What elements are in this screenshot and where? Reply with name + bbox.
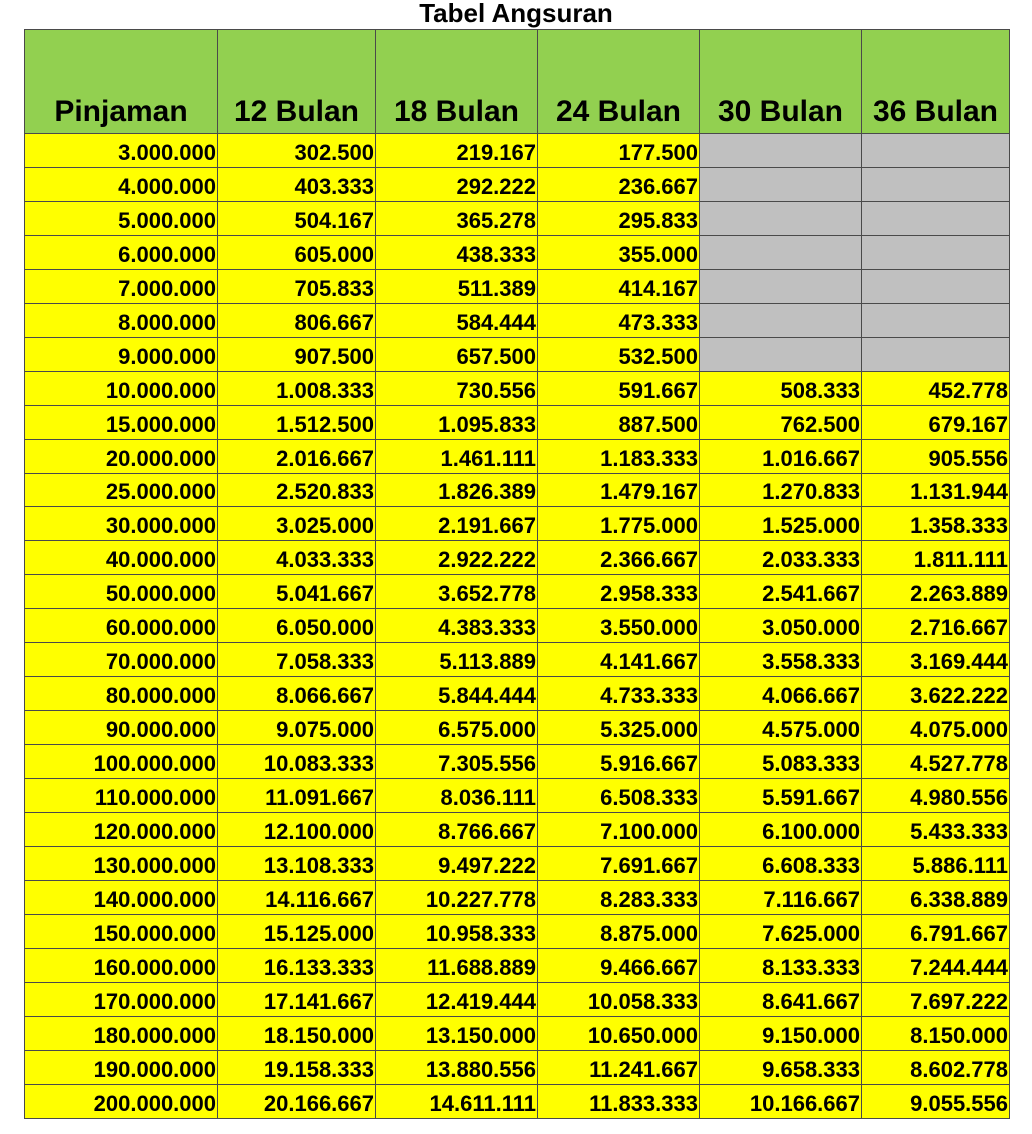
empty-cell — [862, 303, 1010, 337]
pinjaman-cell: 170.000.000 — [25, 982, 218, 1016]
header-row — [25, 30, 1010, 134]
bulan-18-cell: 1.095.833 — [376, 405, 538, 439]
bulan-12-cell: 1.512.500 — [218, 405, 376, 439]
bulan-24-cell: 295.833 — [538, 201, 700, 235]
table-row — [25, 745, 1010, 779]
bulan-18-cell: 292.222 — [376, 167, 538, 201]
pinjaman-cell: 90.000.000 — [25, 711, 218, 745]
pinjaman-cell: 3.000.000 — [25, 134, 218, 168]
bulan-30-cell: 9.658.333 — [700, 1050, 862, 1084]
pinjaman-cell: 10.000.000 — [25, 371, 218, 405]
table-row — [25, 609, 1010, 643]
bulan-18-cell: 7.305.556 — [376, 745, 538, 779]
bulan-24-cell: 8.875.000 — [538, 914, 700, 948]
bulan-24-cell: 887.500 — [538, 405, 700, 439]
table-row — [25, 507, 1010, 541]
table-row — [25, 439, 1010, 473]
bulan-18-cell: 13.150.000 — [376, 1016, 538, 1050]
bulan-30-cell: 2.541.667 — [700, 575, 862, 609]
bulan-12-cell: 504.167 — [218, 201, 376, 235]
bulan-12-cell: 17.141.667 — [218, 982, 376, 1016]
bulan-12-cell: 907.500 — [218, 337, 376, 371]
bulan-24-cell: 7.691.667 — [538, 847, 700, 881]
table-row — [25, 813, 1010, 847]
table-row — [25, 235, 1010, 269]
bulan-30-cell: 10.166.667 — [700, 1084, 862, 1118]
bulan-30-cell: 9.150.000 — [700, 1016, 862, 1050]
bulan-18-cell: 6.575.000 — [376, 711, 538, 745]
bulan-24-cell: 1.479.167 — [538, 473, 700, 507]
empty-cell — [700, 167, 862, 201]
bulan-24-cell: 473.333 — [538, 303, 700, 337]
bulan-18-cell: 12.419.444 — [376, 982, 538, 1016]
empty-cell — [862, 134, 1010, 168]
bulan-36-cell: 1.811.111 — [862, 541, 1010, 575]
bulan-36-cell: 2.263.889 — [862, 575, 1010, 609]
bulan-18-cell: 584.444 — [376, 303, 538, 337]
bulan-12-cell: 10.083.333 — [218, 745, 376, 779]
table-row — [25, 201, 1010, 235]
bulan-24-cell: 532.500 — [538, 337, 700, 371]
pinjaman-cell: 4.000.000 — [25, 167, 218, 201]
bulan-36-cell: 452.778 — [862, 371, 1010, 405]
bulan-36-cell: 4.980.556 — [862, 779, 1010, 813]
bulan-18-cell: 730.556 — [376, 371, 538, 405]
pinjaman-cell: 20.000.000 — [25, 439, 218, 473]
bulan-18-cell: 511.389 — [376, 269, 538, 303]
bulan-12-cell: 2.520.833 — [218, 473, 376, 507]
bulan-18-cell: 10.227.778 — [376, 880, 538, 914]
pinjaman-cell: 15.000.000 — [25, 405, 218, 439]
empty-cell — [700, 303, 862, 337]
bulan-24-cell: 236.667 — [538, 167, 700, 201]
bulan-12-cell: 3.025.000 — [218, 507, 376, 541]
bulan-36-cell: 7.697.222 — [862, 982, 1010, 1016]
pinjaman-cell: 9.000.000 — [25, 337, 218, 371]
pinjaman-cell: 190.000.000 — [25, 1050, 218, 1084]
table-row — [25, 303, 1010, 337]
pinjaman-cell: 80.000.000 — [25, 677, 218, 711]
bulan-24-cell: 4.141.667 — [538, 643, 700, 677]
table-row — [25, 847, 1010, 881]
bulan-36-cell: 6.791.667 — [862, 914, 1010, 948]
bulan-18-cell: 2.922.222 — [376, 541, 538, 575]
table-row — [25, 982, 1010, 1016]
pinjaman-cell: 200.000.000 — [25, 1084, 218, 1118]
bulan-30-cell: 6.608.333 — [700, 847, 862, 881]
bulan-24-cell: 8.283.333 — [538, 880, 700, 914]
bulan-30-cell: 1.270.833 — [700, 473, 862, 507]
bulan-30-cell: 2.033.333 — [700, 541, 862, 575]
pinjaman-cell: 140.000.000 — [25, 880, 218, 914]
bulan-36-cell: 7.244.444 — [862, 948, 1010, 982]
bulan-24-cell: 10.058.333 — [538, 982, 700, 1016]
bulan-30-cell: 508.333 — [700, 371, 862, 405]
bulan-18-cell: 11.688.889 — [376, 948, 538, 982]
table-row — [25, 1016, 1010, 1050]
bulan-36-cell: 8.602.778 — [862, 1050, 1010, 1084]
bulan-36-cell: 3.169.444 — [862, 643, 1010, 677]
table-row — [25, 167, 1010, 201]
bulan-24-cell: 4.733.333 — [538, 677, 700, 711]
bulan-24-cell: 7.100.000 — [538, 813, 700, 847]
table-row — [25, 779, 1010, 813]
bulan-30-cell: 1.016.667 — [700, 439, 862, 473]
bulan-18-cell: 1.826.389 — [376, 473, 538, 507]
pinjaman-cell: 40.000.000 — [25, 541, 218, 575]
bulan-24-cell: 2.958.333 — [538, 575, 700, 609]
bulan-18-cell: 13.880.556 — [376, 1050, 538, 1084]
bulan-30-cell: 5.083.333 — [700, 745, 862, 779]
bulan-24-cell: 1.775.000 — [538, 507, 700, 541]
bulan-12-cell: 12.100.000 — [218, 813, 376, 847]
bulan-12-cell: 20.166.667 — [218, 1084, 376, 1118]
pinjaman-cell: 70.000.000 — [25, 643, 218, 677]
bulan-12-cell: 19.158.333 — [218, 1050, 376, 1084]
bulan-30-cell: 7.625.000 — [700, 914, 862, 948]
bulan-24-cell: 5.325.000 — [538, 711, 700, 745]
bulan-18-cell: 438.333 — [376, 235, 538, 269]
table-row — [25, 914, 1010, 948]
pinjaman-cell: 8.000.000 — [25, 303, 218, 337]
table-row — [25, 337, 1010, 371]
bulan-18-cell: 2.191.667 — [376, 507, 538, 541]
bulan-12-cell: 302.500 — [218, 134, 376, 168]
bulan-36-cell: 3.622.222 — [862, 677, 1010, 711]
bulan-30-cell: 8.133.333 — [700, 948, 862, 982]
bulan-12-cell: 9.075.000 — [218, 711, 376, 745]
bulan-36-cell: 4.527.778 — [862, 745, 1010, 779]
empty-cell — [862, 269, 1010, 303]
pinjaman-cell: 30.000.000 — [25, 507, 218, 541]
column-header-30-bulan: 30 Bulan — [700, 30, 862, 134]
bulan-24-cell: 1.183.333 — [538, 439, 700, 473]
pinjaman-cell: 160.000.000 — [25, 948, 218, 982]
column-header-24-bulan: 24 Bulan — [538, 30, 700, 134]
table-row — [25, 269, 1010, 303]
bulan-24-cell: 6.508.333 — [538, 779, 700, 813]
column-header-12-bulan: 12 Bulan — [218, 30, 376, 134]
table-row — [25, 541, 1010, 575]
bulan-18-cell: 9.497.222 — [376, 847, 538, 881]
table-row — [25, 677, 1010, 711]
bulan-36-cell: 5.433.333 — [862, 813, 1010, 847]
bulan-30-cell: 5.591.667 — [700, 779, 862, 813]
column-header-pinjaman: Pinjaman — [25, 30, 218, 134]
table-row — [25, 134, 1010, 168]
bulan-36-cell: 1.131.944 — [862, 473, 1010, 507]
empty-cell — [862, 235, 1010, 269]
bulan-30-cell: 7.116.667 — [700, 880, 862, 914]
table-title: Tabel Angsuran — [419, 0, 613, 28]
bulan-30-cell: 3.558.333 — [700, 643, 862, 677]
bulan-30-cell: 4.066.667 — [700, 677, 862, 711]
table-row — [25, 575, 1010, 609]
bulan-24-cell: 3.550.000 — [538, 609, 700, 643]
bulan-18-cell: 10.958.333 — [376, 914, 538, 948]
column-header-36-bulan: 36 Bulan — [862, 30, 1010, 134]
pinjaman-cell: 120.000.000 — [25, 813, 218, 847]
pinjaman-cell: 50.000.000 — [25, 575, 218, 609]
bulan-36-cell: 905.556 — [862, 439, 1010, 473]
bulan-18-cell: 14.611.111 — [376, 1084, 538, 1118]
bulan-12-cell: 2.016.667 — [218, 439, 376, 473]
bulan-12-cell: 806.667 — [218, 303, 376, 337]
empty-cell — [700, 269, 862, 303]
bulan-12-cell: 705.833 — [218, 269, 376, 303]
pinjaman-cell: 25.000.000 — [25, 473, 218, 507]
table-row — [25, 405, 1010, 439]
table-row — [25, 1050, 1010, 1084]
bulan-18-cell: 5.844.444 — [376, 677, 538, 711]
table-row — [25, 473, 1010, 507]
bulan-18-cell: 8.036.111 — [376, 779, 538, 813]
bulan-12-cell: 605.000 — [218, 235, 376, 269]
pinjaman-cell: 100.000.000 — [25, 745, 218, 779]
bulan-12-cell: 4.033.333 — [218, 541, 376, 575]
empty-cell — [700, 235, 862, 269]
pinjaman-cell: 7.000.000 — [25, 269, 218, 303]
bulan-24-cell: 10.650.000 — [538, 1016, 700, 1050]
bulan-18-cell: 4.383.333 — [376, 609, 538, 643]
bulan-12-cell: 16.133.333 — [218, 948, 376, 982]
table-row — [25, 1084, 1010, 1118]
bulan-12-cell: 5.041.667 — [218, 575, 376, 609]
empty-cell — [862, 337, 1010, 371]
bulan-30-cell: 4.575.000 — [700, 711, 862, 745]
bulan-18-cell: 3.652.778 — [376, 575, 538, 609]
bulan-36-cell: 2.716.667 — [862, 609, 1010, 643]
column-header-18-bulan: 18 Bulan — [376, 30, 538, 134]
bulan-36-cell: 4.075.000 — [862, 711, 1010, 745]
bulan-24-cell: 414.167 — [538, 269, 700, 303]
bulan-12-cell: 7.058.333 — [218, 643, 376, 677]
bulan-36-cell: 9.055.556 — [862, 1084, 1010, 1118]
bulan-36-cell: 679.167 — [862, 405, 1010, 439]
bulan-36-cell: 1.358.333 — [862, 507, 1010, 541]
pinjaman-cell: 110.000.000 — [25, 779, 218, 813]
bulan-12-cell: 14.116.667 — [218, 880, 376, 914]
empty-cell — [700, 134, 862, 168]
bulan-12-cell: 1.008.333 — [218, 371, 376, 405]
empty-cell — [862, 167, 1010, 201]
bulan-24-cell: 355.000 — [538, 235, 700, 269]
empty-cell — [862, 201, 1010, 235]
bulan-18-cell: 8.766.667 — [376, 813, 538, 847]
bulan-12-cell: 8.066.667 — [218, 677, 376, 711]
bulan-30-cell: 8.641.667 — [700, 982, 862, 1016]
installment-table — [24, 29, 1010, 1119]
bulan-36-cell: 8.150.000 — [862, 1016, 1010, 1050]
bulan-18-cell: 219.167 — [376, 134, 538, 168]
bulan-18-cell: 5.113.889 — [376, 643, 538, 677]
pinjaman-cell: 6.000.000 — [25, 235, 218, 269]
bulan-24-cell: 11.833.333 — [538, 1084, 700, 1118]
table-row — [25, 948, 1010, 982]
pinjaman-cell: 5.000.000 — [25, 201, 218, 235]
bulan-24-cell: 2.366.667 — [538, 541, 700, 575]
bulan-36-cell: 5.886.111 — [862, 847, 1010, 881]
bulan-36-cell: 6.338.889 — [862, 880, 1010, 914]
table-body — [25, 134, 1010, 1119]
table-row — [25, 643, 1010, 677]
table-row — [25, 371, 1010, 405]
bulan-30-cell: 3.050.000 — [700, 609, 862, 643]
bulan-24-cell: 5.916.667 — [538, 745, 700, 779]
bulan-12-cell: 403.333 — [218, 167, 376, 201]
bulan-24-cell: 177.500 — [538, 134, 700, 168]
bulan-12-cell: 18.150.000 — [218, 1016, 376, 1050]
bulan-30-cell: 6.100.000 — [700, 813, 862, 847]
bulan-12-cell: 13.108.333 — [218, 847, 376, 881]
table-row — [25, 711, 1010, 745]
bulan-30-cell: 762.500 — [700, 405, 862, 439]
pinjaman-cell: 150.000.000 — [25, 914, 218, 948]
bulan-12-cell: 11.091.667 — [218, 779, 376, 813]
table-row — [25, 880, 1010, 914]
bulan-18-cell: 365.278 — [376, 201, 538, 235]
empty-cell — [700, 337, 862, 371]
bulan-18-cell: 1.461.111 — [376, 439, 538, 473]
bulan-24-cell: 9.466.667 — [538, 948, 700, 982]
empty-cell — [700, 201, 862, 235]
pinjaman-cell: 130.000.000 — [25, 847, 218, 881]
bulan-18-cell: 657.500 — [376, 337, 538, 371]
bulan-12-cell: 15.125.000 — [218, 914, 376, 948]
bulan-30-cell: 1.525.000 — [700, 507, 862, 541]
bulan-24-cell: 591.667 — [538, 371, 700, 405]
pinjaman-cell: 60.000.000 — [25, 609, 218, 643]
bulan-12-cell: 6.050.000 — [218, 609, 376, 643]
pinjaman-cell: 180.000.000 — [25, 1016, 218, 1050]
bulan-24-cell: 11.241.667 — [538, 1050, 700, 1084]
